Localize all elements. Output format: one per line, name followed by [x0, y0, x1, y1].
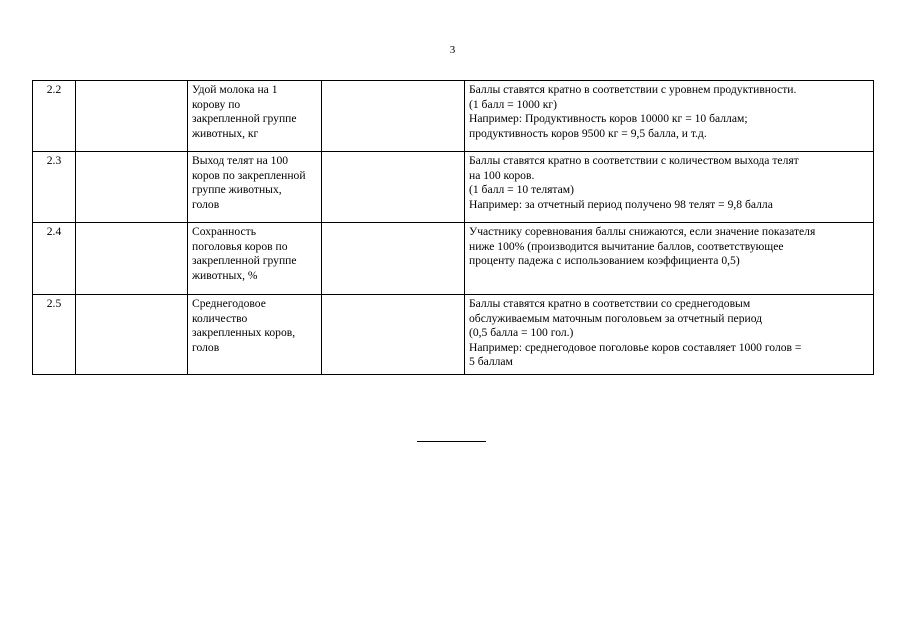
description-line: Баллы ставятся кратно в соответствии с количеством выхода телят — [469, 154, 799, 167]
indicator-cell — [188, 223, 322, 295]
description-line: (1 балл = 10 телятам) — [469, 183, 574, 196]
indicator-cell — [188, 152, 322, 223]
description-line: Например: за отчетный период получено 98 телят = 9,8 балла — [469, 197, 773, 211]
indicator-line: животных, % — [192, 268, 258, 282]
description-line: обслуживаемым маточным поголовьем за отчетный период — [469, 311, 763, 325]
description-cell — [465, 295, 874, 375]
indicator-line: закрепленных коров, — [192, 326, 296, 339]
table-row — [33, 223, 874, 295]
description-line: Например: Продуктивность коров 10000 кг = 10 баллам; — [469, 112, 748, 125]
description-line: (0,5 балла = 100 гол.) — [469, 326, 574, 339]
description-line: Например: среднегодовое поголовье коров составляет 1000 голов = — [469, 340, 802, 354]
description-line: проценту падежа с использованием коэффициента 0,5) — [469, 254, 740, 267]
description-line: Баллы ставятся кратно в соответствии с уровнем продуктивности. — [469, 83, 797, 96]
indicator-line: голов — [192, 197, 220, 211]
end-separator-line — [417, 441, 486, 442]
description-line: (1 балл = 1000 кг) — [469, 97, 557, 111]
indicator-line: закрепленной группе — [192, 112, 297, 125]
indicator-line: группе животных, — [192, 183, 282, 196]
row-number-cell: 2.2 — [33, 81, 76, 152]
description-cell — [465, 152, 874, 223]
table-row — [33, 152, 874, 223]
description-line: Баллы ставятся кратно в соответствии со среднегодовым — [469, 297, 751, 310]
description-line: 5 баллам — [469, 355, 513, 368]
empty-cell — [76, 81, 188, 152]
table-row — [33, 81, 874, 152]
indicator-line: коров по закрепленной — [192, 168, 306, 182]
empty-cell — [76, 152, 188, 223]
indicator-line: голов — [192, 340, 220, 354]
indicator-cell — [188, 81, 322, 152]
empty-cell — [76, 223, 188, 295]
indicator-line: Среднегодовое — [192, 297, 266, 310]
description-cell — [465, 223, 874, 295]
empty-cell — [76, 295, 188, 375]
indicator-line: поголовья коров по — [192, 239, 288, 253]
empty-cell — [322, 152, 465, 223]
description-line: ниже 100% (производится вычитание баллов, соответствующее — [469, 239, 784, 253]
indicator-line: корову по — [192, 97, 241, 111]
row-number-cell: 2.4 — [33, 223, 76, 295]
description-line: Участнику соревнования баллы снижаются, если значение показателя — [469, 225, 816, 238]
empty-cell — [322, 81, 465, 152]
indicator-line: Выход телят на 100 — [192, 154, 289, 167]
description-line: продуктивность коров 9500 кг = 9,5 балла, и т.д. — [469, 126, 707, 140]
row-number-cell: 2.3 — [33, 152, 76, 223]
indicator-line: Сохранность — [192, 225, 256, 238]
table-row — [33, 295, 874, 375]
indicator-line: закрепленной группе — [192, 254, 297, 267]
description-cell — [465, 81, 874, 152]
page-number: 3 — [449, 44, 456, 56]
row-number-cell: 2.5 — [33, 295, 76, 375]
indicator-cell — [188, 295, 322, 375]
indicator-line: количество — [192, 311, 248, 325]
description-line: на 100 коров. — [469, 168, 535, 182]
empty-cell — [322, 223, 465, 295]
empty-cell — [322, 295, 465, 375]
indicator-line: Удой молока на 1 — [192, 83, 278, 96]
criteria-table — [32, 80, 874, 375]
indicator-line: животных, кг — [192, 126, 259, 140]
